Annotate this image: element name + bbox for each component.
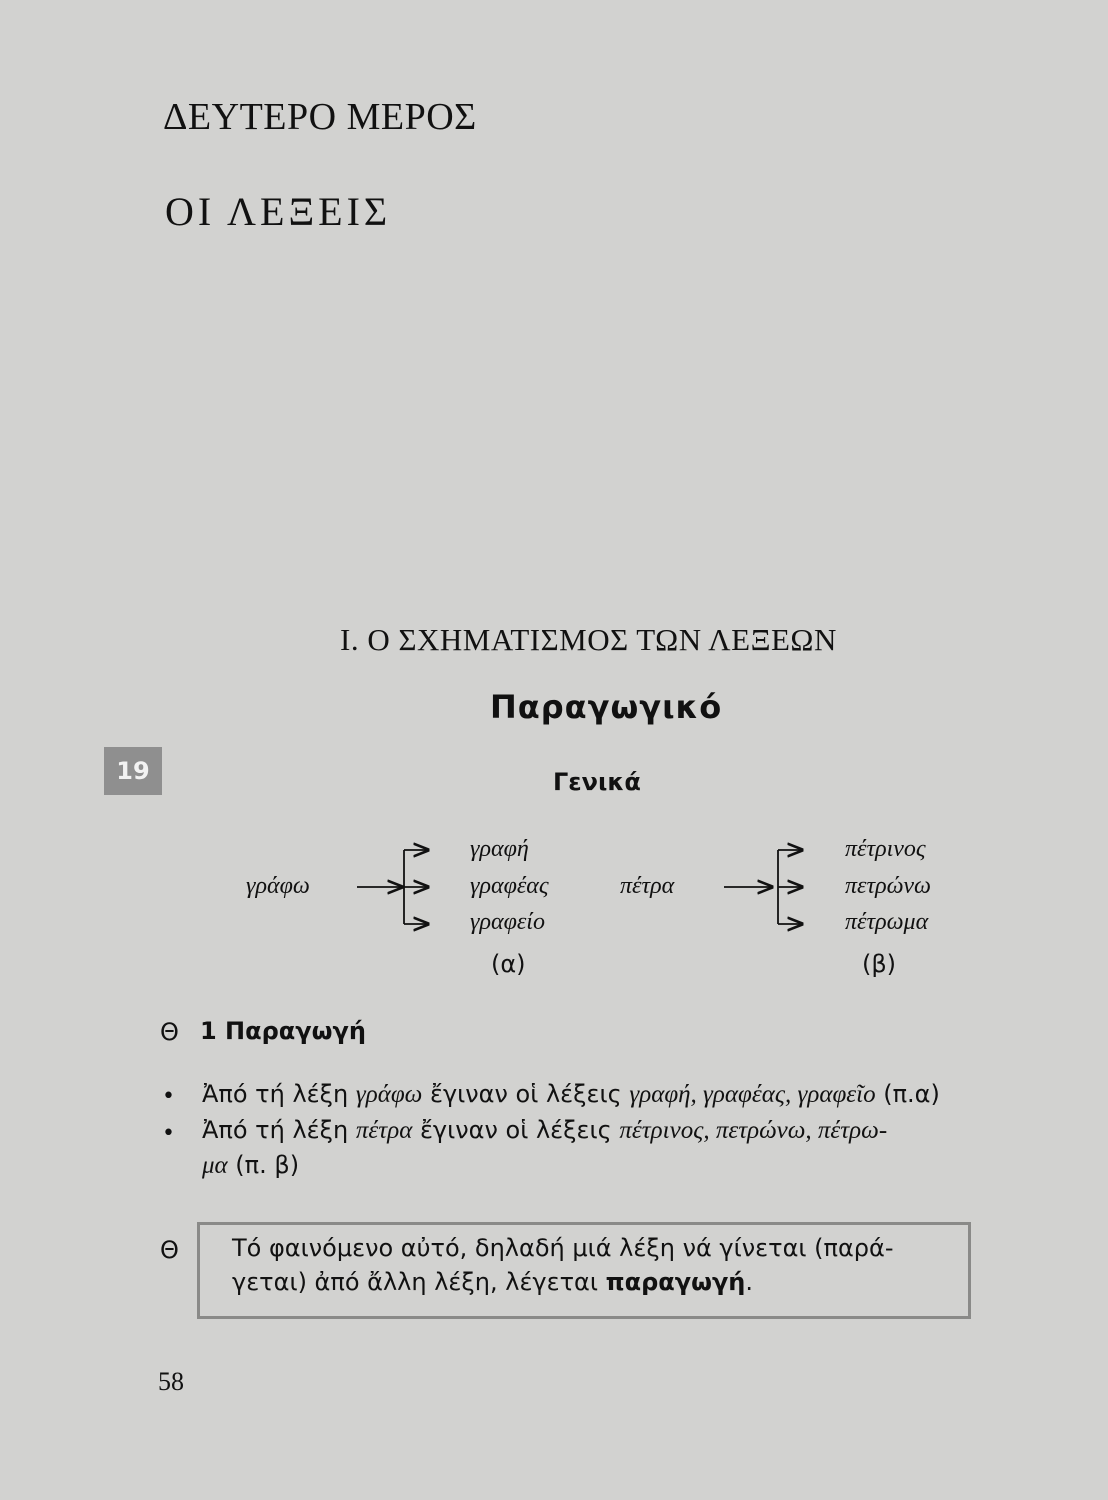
diagram-b-derived-1: πέτρινος [845,836,926,862]
definition-line-2: γεται) ἀπό ἄλλη λέξη, λέγεται παραγωγή. [232,1268,754,1296]
diagram-b-arrows [724,850,802,924]
rule-line-2-word: πέτρα [355,1117,413,1144]
bullet-1: • [162,1084,175,1109]
bullet-2: • [162,1121,175,1146]
diagram-b-derived-2: πετρώνω [845,873,931,899]
rule-heading: 1 Παραγωγή [200,1017,366,1045]
theta-marker-definition: Θ [160,1236,179,1264]
definition-term: παραγωγή [605,1268,746,1296]
diagram-a-derived-1: γραφή [470,836,529,862]
diagram-b-label: (β) [862,950,897,978]
diagram-a-derived-2: γραφέας [470,873,549,899]
definition-line-1: Τό φαινόμενο αὐτό, δηλαδή μιά λέξη νά γίνεται (παρά- [232,1234,894,1262]
words-title: ΟΙ ΛΕΞΕΙΣ [165,189,392,234]
section-title: Παραγωγικό [490,688,723,726]
diagram-a-arrows [357,850,428,924]
rule-line-1: Ἀπό τή λέξη γράφω ἔγιναν οἱ λέξεις γραφή, γραφέας, γραφεῖο (π.α) [202,1080,940,1108]
lesson-number-badge: 19 [104,747,162,795]
rule-line-1-word: γράφω [355,1081,423,1108]
rule-line-2: Ἀπό τή λέξη πέτρα ἔγιναν οἱ λέξεις πέτρινος, πετρώνω, πέτρω- [202,1116,888,1144]
subsection-title: Γενικά [553,768,641,796]
diagram-b-root: πέτρα [620,873,675,899]
rule-line-2-words: πέτρινος, πετρώνω, πέτρω- [619,1117,888,1144]
rule-line-3: μα (π. β) [202,1151,300,1179]
part-title: ΔΕΥΤΕΡΟ ΜΕΡΟΣ [163,96,477,138]
theta-marker: Θ [160,1018,179,1046]
rule-line-1-words: γραφή, γραφέας, γραφεῖο [629,1081,876,1108]
diagram-a-root: γράφω [246,873,310,899]
chapter-title: I. Ο ΣΧΗΜΑΤΙΣΜΟΣ ΤΩΝ ΛΕΞΕΩΝ [340,622,837,657]
page-number: 58 [158,1367,184,1396]
diagram-a-derived-3: γραφείο [470,909,545,935]
diagram-b-derived-3: πέτρωμα [845,909,929,935]
diagram-a-label: (α) [491,950,526,978]
